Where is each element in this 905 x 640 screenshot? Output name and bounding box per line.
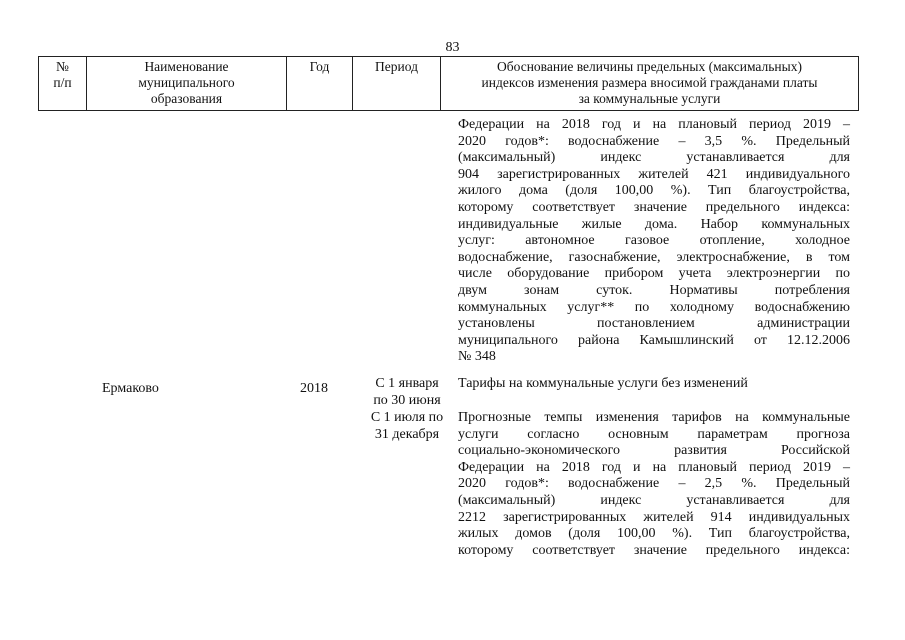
text-line: социально-экономического развития Российской [458, 443, 850, 459]
text-line: Прогнозные темпы изменения тарифов на коммунальные [458, 410, 850, 425]
text-line: (максимальный) индекс устанавливается для [458, 150, 850, 166]
text-line: услуг: автономное газовое отопление, холодное [458, 233, 850, 249]
text-line: Федерации на 2018 год и на плановый период 2019 – [458, 459, 850, 475]
text-line: муниципального района Камышлинский от 12.12.2006 [458, 332, 850, 348]
text-line: № 348 [458, 349, 496, 365]
text-line: которому соответствует значение предельного индекса: [458, 199, 850, 215]
header-year [287, 57, 353, 111]
basis-first-half: Тарифы на коммунальные услуги без изменений [458, 376, 748, 391]
period-first-half-line1: С 1 января [375, 376, 439, 391]
header-period-text: Период [375, 59, 418, 74]
header-period [353, 57, 441, 111]
basis-second-half [458, 410, 850, 559]
text-line: Федерации на 2018 год и на плановый период 2019 – [458, 117, 850, 132]
period-first-half-line2: по 30 июня [373, 392, 441, 408]
text-line: услуги согласно основным параметрам прогноза [458, 426, 850, 442]
text-line: двум зонам суток. Нормативы потребления [458, 282, 850, 298]
text-line: установлены постановлением администрации [458, 316, 850, 332]
municipality-name: Ермаково [102, 381, 159, 396]
table-header [38, 56, 859, 111]
period-second-half [362, 410, 452, 443]
header-basis [441, 57, 859, 111]
text-line: 904 зарегистрированных жителей 421 индивидуального [458, 166, 850, 182]
text-line: которому соответствует значение предельного индекса: [458, 542, 850, 558]
prev-row-basis-text [458, 117, 850, 366]
period-second-half-line2: 31 декабря [374, 426, 440, 442]
header-municipality [87, 57, 287, 111]
row-year: 2018 [300, 381, 328, 396]
text-line: 2020 годов*: водоснабжение – 3,5 %. Предельный [458, 133, 850, 149]
text-line: 2212 зарегистрированных жителей 914 индивидуальных [458, 509, 850, 525]
text-line: (максимальный) индекс устанавливается для [458, 492, 850, 508]
text-line: водоснабжение, газоснабжение, электроснабжение, в том [458, 249, 850, 265]
text-line: жилых домов (доля 100,00 %). Тип благоустройства, [458, 526, 850, 542]
period-second-half-line1: С 1 июля по [370, 410, 444, 425]
period-first-half [362, 376, 452, 409]
text-line: 2020 годов*: водоснабжение – 2,5 %. Предельный [458, 476, 850, 492]
text-line: коммунальных услуг** по холодному водоснабжению [458, 299, 850, 315]
text-line: индивидуальные жилые дома. Набор коммунальных [458, 216, 850, 232]
header-number [39, 57, 87, 111]
page-number: 83 [445, 40, 460, 55]
header-year-text: Год [309, 59, 330, 74]
text-line: жилого дома (доля 100,00 %). Тип благоустройства, [458, 183, 850, 199]
header-number-text: № п/п [53, 59, 72, 90]
text-line: числе оборудование прибором учета электроэнергии по [458, 266, 850, 282]
header-basis-text: Обоснование величины предельных (максимальных) индексов изменения размера вносимой гражданами платы за коммунальные услуги [481, 59, 818, 106]
header-municipality-text: Наименование муниципального образования [138, 59, 235, 106]
